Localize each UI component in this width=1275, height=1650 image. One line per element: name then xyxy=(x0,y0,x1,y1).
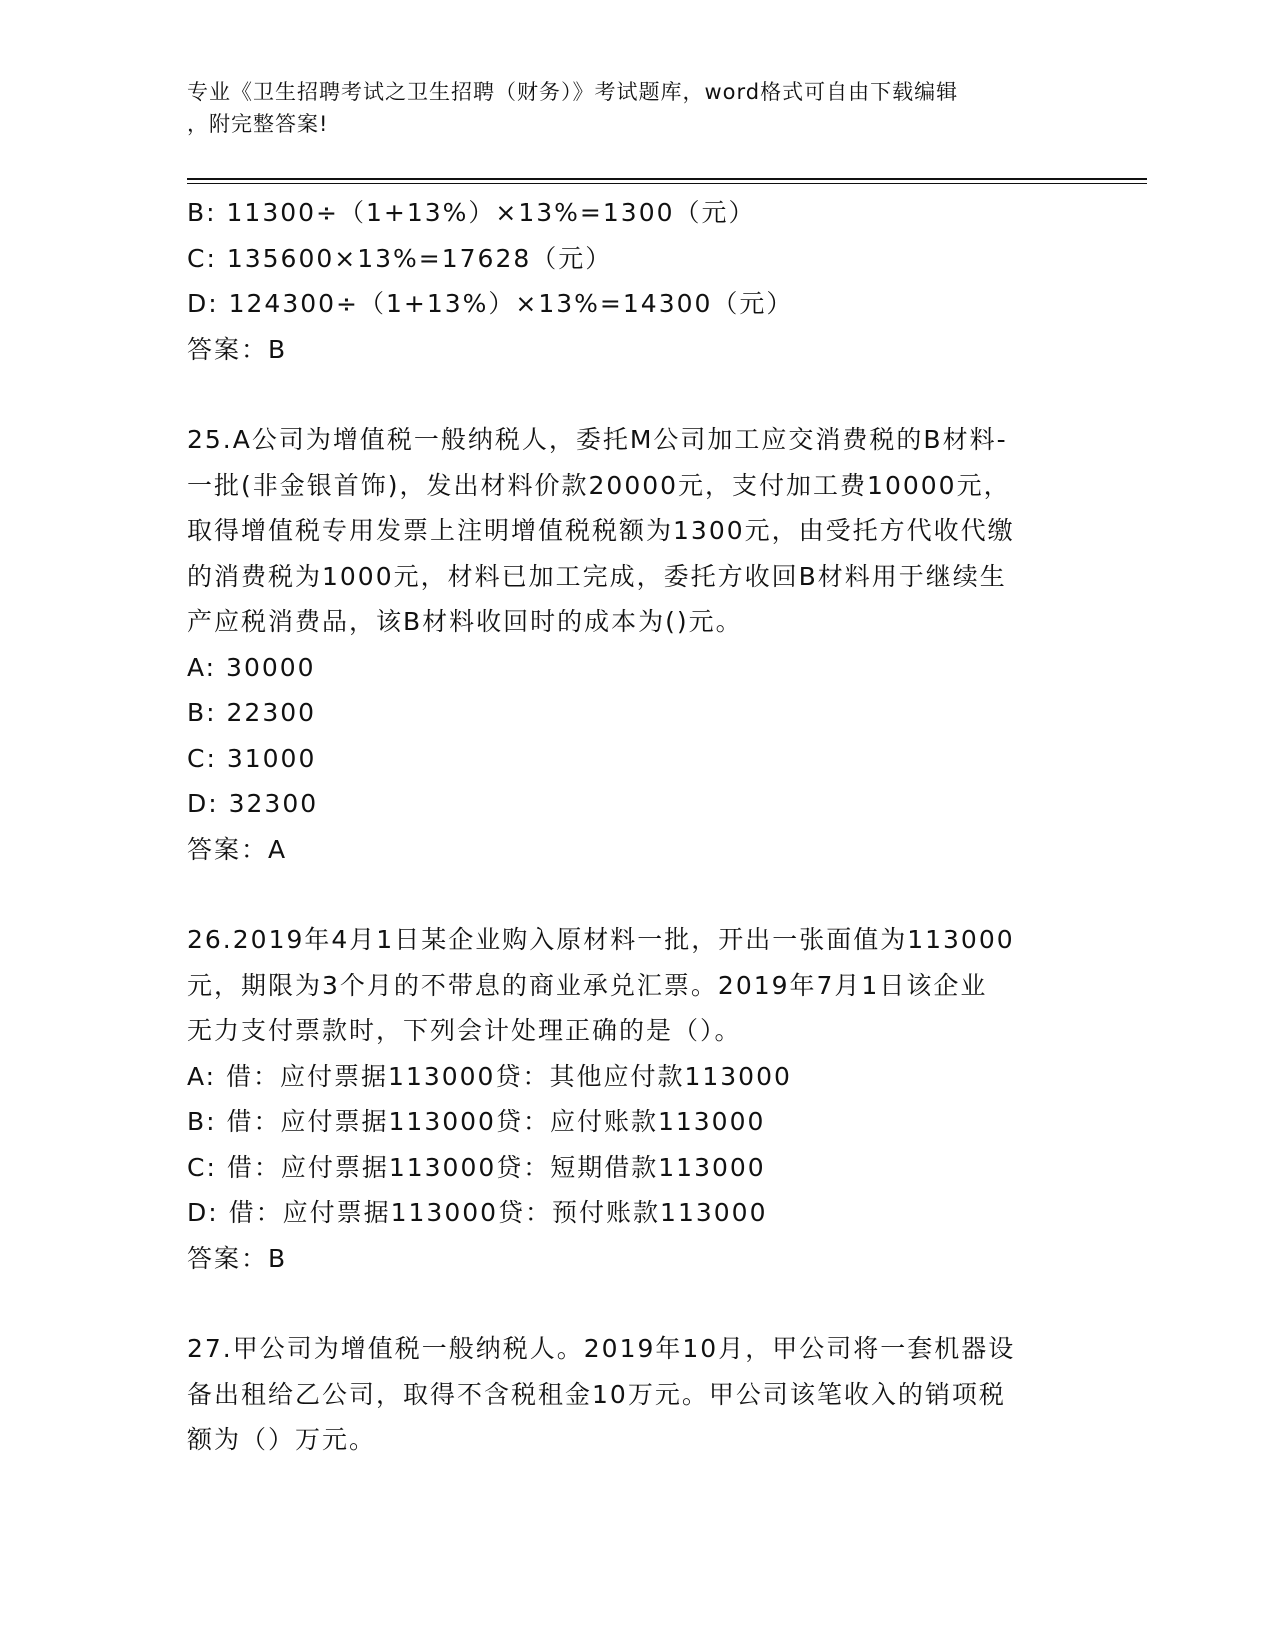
option-a: A: 30000 xyxy=(187,652,316,682)
header-title-line-1: 专业《卫生招聘考试之卫生招聘（财务）》考试题库，word格式可自由下载编辑 xyxy=(187,80,959,104)
question-stem-line: 产应税消费品，该B材料收回时的成本为()元。 xyxy=(187,607,743,636)
question-26 xyxy=(187,917,1087,1281)
option-c: C: 135600×13%=17628（元） xyxy=(187,243,613,273)
header-divider-thin xyxy=(187,183,1147,184)
question-stem-line: 27.甲公司为增值税一般纳税人。2019年10月，甲公司将一套机器设 xyxy=(187,1334,1016,1363)
option-b: B: 11300÷（1+13%）×13%=1300（元） xyxy=(187,198,756,227)
header-title-line-2: ，附完整答案! xyxy=(187,112,329,136)
answer-line: 答案：B xyxy=(187,334,288,364)
option-d: D: 32300 xyxy=(187,789,319,818)
answer-line: 答案：A xyxy=(187,834,288,864)
question-stem-line: 备出租给乙公司，取得不含税租金10万元。甲公司该笔收入的销项税 xyxy=(187,1379,1006,1409)
option-c: C: 31000 xyxy=(187,743,317,773)
question-stem-line: 元，期限为3个月的不带息的商业承兑汇票。2019年7月1日该企业 xyxy=(187,970,988,1000)
question-stem-line: 25.A公司为增值税一般纳税人，委托M公司加工应交消费税的B材料- xyxy=(187,425,1008,454)
question-25 xyxy=(187,417,1087,872)
spacer xyxy=(187,872,1087,917)
question-stem-line: 的消费税为1000元，材料已加工完成，委托方收回B材料用于继续生 xyxy=(187,561,1007,591)
question-stem-line: 26.2019年4月1日某企业购入原材料一批，开出一张面值为113000 xyxy=(187,925,1015,954)
spacer xyxy=(187,372,1087,417)
question-stem-line: 额为（）万元。 xyxy=(187,1425,377,1454)
document-body xyxy=(187,190,1087,1463)
option-b: B: 22300 xyxy=(187,698,317,727)
question-27 xyxy=(187,1326,1087,1463)
option-b: B: 借：应付票据113000贷：应付账款113000 xyxy=(187,1107,766,1136)
question-24-fragment xyxy=(187,190,1087,372)
answer-line: 答案：B xyxy=(187,1243,288,1273)
spacer xyxy=(187,1281,1087,1326)
question-stem-line: 取得增值税专用发票上注明增值税税额为1300元，由受托方代收代缴 xyxy=(187,516,1015,545)
question-stem-line: 一批(非金银首饰)，发出材料价款20000元，支付加工费10000元， xyxy=(187,470,1011,500)
question-stem-line: 无力支付票款时，下列会计处理正确的是（）。 xyxy=(187,1016,742,1045)
option-a: A: 借：应付票据113000贷：其他应付款113000 xyxy=(187,1061,792,1091)
header-divider-thick xyxy=(187,178,1147,180)
option-d: D: 借：应付票据113000贷：预付账款113000 xyxy=(187,1198,768,1227)
option-d: D: 124300÷（1+13%）×13%=14300（元） xyxy=(187,289,794,318)
option-c: C: 借：应付票据113000贷：短期借款113000 xyxy=(187,1152,766,1182)
document-header xyxy=(187,76,1087,140)
